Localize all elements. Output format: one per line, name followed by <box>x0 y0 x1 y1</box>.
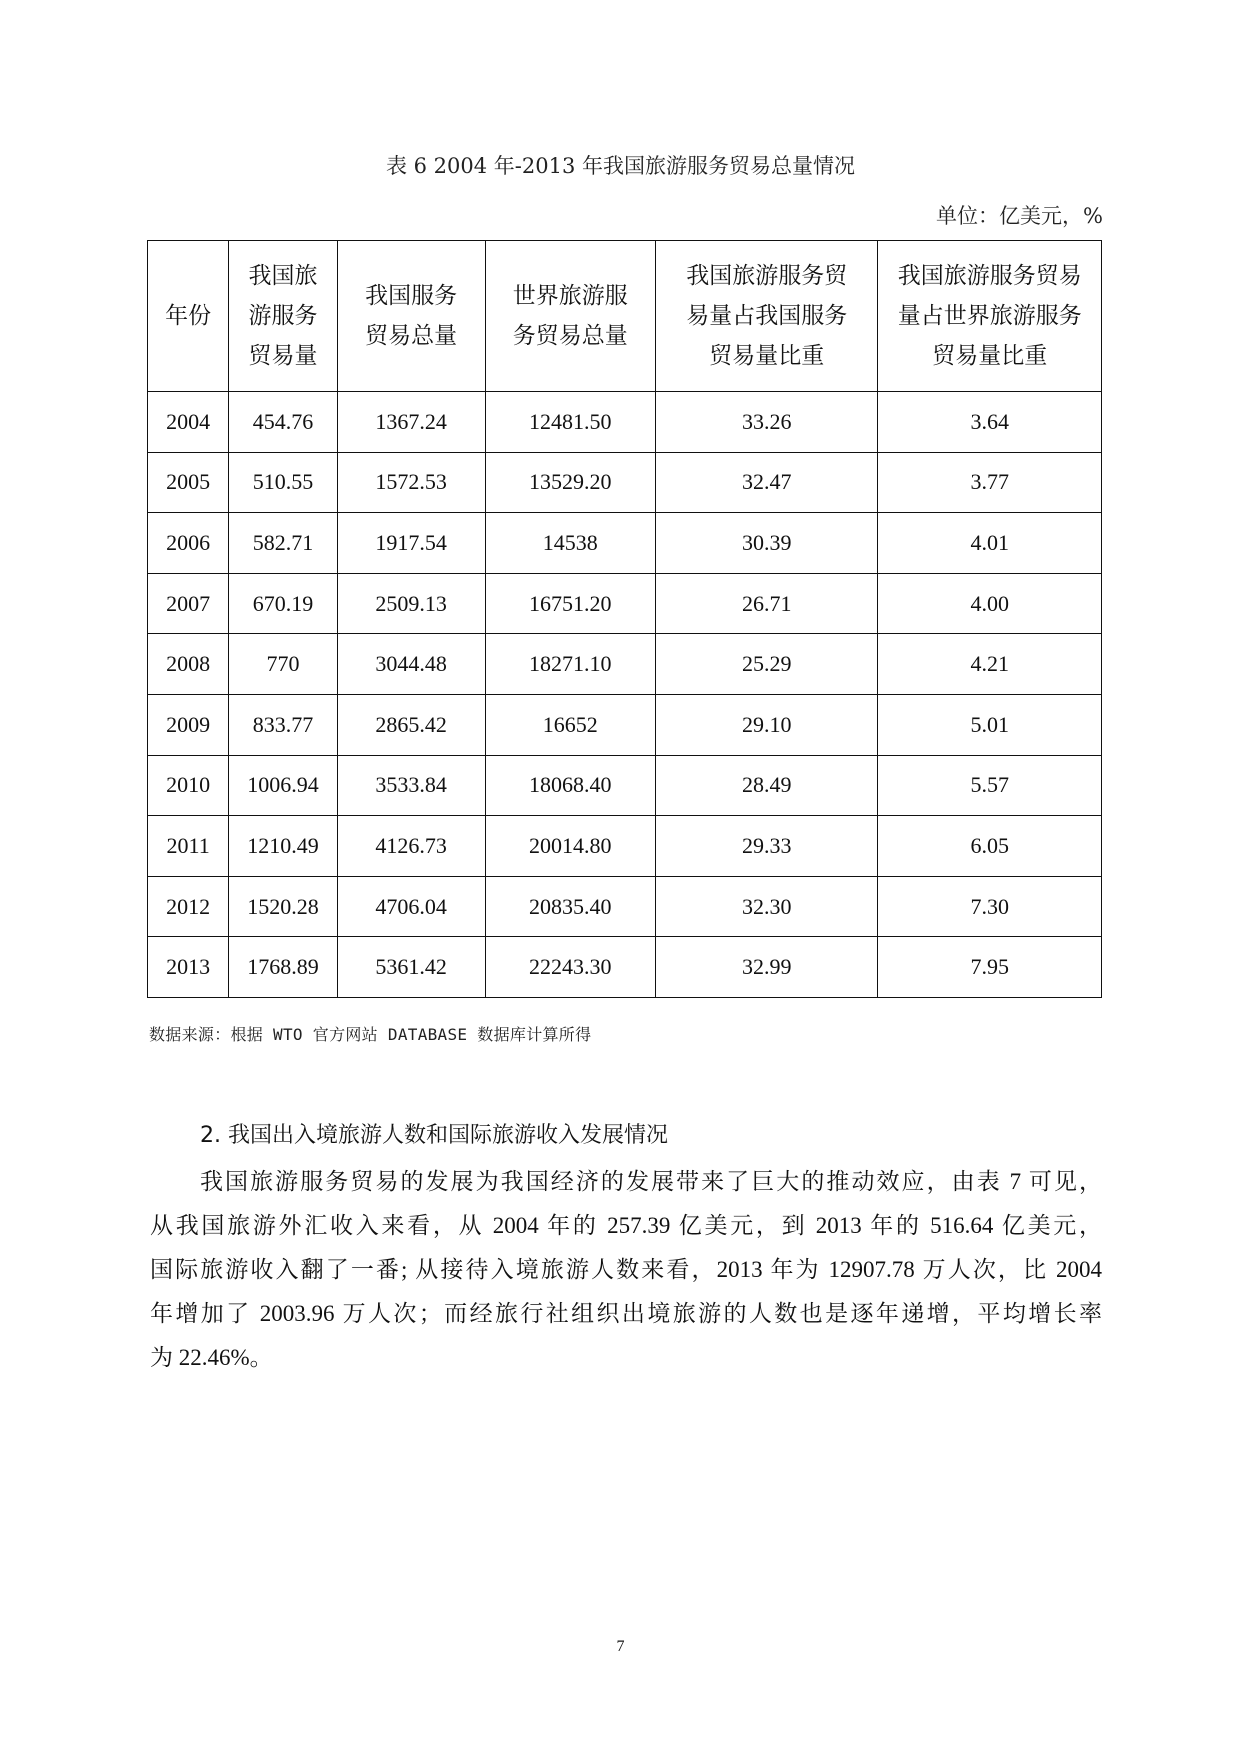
value-cell: 4706.04 <box>337 876 485 937</box>
year-cell: 2008 <box>148 634 229 695</box>
value-cell: 4.21 <box>878 634 1102 695</box>
year-cell: 2012 <box>148 876 229 937</box>
value-cell: 4.01 <box>878 513 1102 574</box>
value-cell: 33.26 <box>656 392 878 453</box>
value-cell: 29.33 <box>656 816 878 877</box>
value-cell: 2865.42 <box>337 694 485 755</box>
value-cell: 5.57 <box>878 755 1102 816</box>
year-cell: 2010 <box>148 755 229 816</box>
tourism-trade-table <box>147 240 1102 998</box>
paragraph-line: 为 22.46%。 <box>150 1345 273 1370</box>
value-cell: 16652 <box>485 694 655 755</box>
table-unit: 单位：亿美元，% <box>936 204 1103 228</box>
column-header-line: 贸易总量 <box>365 323 458 349</box>
table-row <box>148 755 1102 816</box>
value-cell: 454.76 <box>229 392 337 453</box>
value-cell: 7.30 <box>878 876 1102 937</box>
value-cell: 20835.40 <box>485 876 655 937</box>
table-header-row <box>148 241 1102 392</box>
paragraph-line: 从我国旅游外汇收入来看，从 2004 年的 257.39 亿美元，到 2013 年的 516.64 亿美元， <box>150 1213 1102 1238</box>
column-header-line: 易量占我国服务 <box>686 303 848 329</box>
paragraph-line: 年增加了 2003.96 万人次；而经旅行社组织出境旅游的人数也是逐年递增，平均增长率 <box>150 1301 1102 1326</box>
value-cell: 3.77 <box>878 452 1102 513</box>
value-cell: 3.64 <box>878 392 1102 453</box>
value-cell: 582.71 <box>229 513 337 574</box>
table-row <box>148 876 1102 937</box>
paragraph-line: 我国旅游服务贸易的发展为我国经济的发展带来了巨大的推动效应，由表 7 可见， <box>200 1169 1102 1194</box>
value-cell: 13529.20 <box>485 452 655 513</box>
table-row <box>148 392 1102 453</box>
table-row <box>148 513 1102 574</box>
value-cell: 5361.42 <box>337 937 485 998</box>
column-header-line: 我国旅游服务贸 <box>686 263 848 289</box>
value-cell: 510.55 <box>229 452 337 513</box>
value-cell: 6.05 <box>878 816 1102 877</box>
year-cell: 2004 <box>148 392 229 453</box>
value-cell: 20014.80 <box>485 816 655 877</box>
value-cell: 25.29 <box>656 634 878 695</box>
value-cell: 16751.20 <box>485 573 655 634</box>
table-caption: 表 6 2004 年-2013 年我国旅游服务贸易总量情况 <box>385 154 856 178</box>
table-row <box>148 937 1102 998</box>
data-source-note: 数据来源：根据 WTO 官方网站 DATABASE 数据库计算所得 <box>149 1025 592 1044</box>
table-body <box>148 392 1102 998</box>
value-cell: 1210.49 <box>229 816 337 877</box>
value-cell: 30.39 <box>656 513 878 574</box>
column-header <box>485 241 655 392</box>
value-cell: 5.01 <box>878 694 1102 755</box>
value-cell: 4.00 <box>878 573 1102 634</box>
section-heading: 2. 我国出入境旅游人数和国际旅游收入发展情况 <box>200 1123 668 1148</box>
value-cell: 1006.94 <box>229 755 337 816</box>
value-cell: 26.71 <box>656 573 878 634</box>
value-cell: 770 <box>229 634 337 695</box>
table-row <box>148 634 1102 695</box>
column-header-line: 世界旅游服 <box>512 283 628 309</box>
value-cell: 833.77 <box>229 694 337 755</box>
year-cell: 2013 <box>148 937 229 998</box>
table-row <box>148 816 1102 877</box>
value-cell: 7.95 <box>878 937 1102 998</box>
table-row <box>148 694 1102 755</box>
column-header-line: 游服务 <box>248 303 318 329</box>
year-cell: 2009 <box>148 694 229 755</box>
value-cell: 1367.24 <box>337 392 485 453</box>
value-cell: 32.30 <box>656 876 878 937</box>
value-cell: 2509.13 <box>337 573 485 634</box>
column-header <box>656 241 878 392</box>
value-cell: 22243.30 <box>485 937 655 998</box>
column-header <box>148 241 229 392</box>
value-cell: 3533.84 <box>337 755 485 816</box>
value-cell: 14538 <box>485 513 655 574</box>
body-paragraph <box>150 1160 1102 1380</box>
value-cell: 32.99 <box>656 937 878 998</box>
value-cell: 670.19 <box>229 573 337 634</box>
column-header <box>229 241 337 392</box>
page-number: 7 <box>616 1638 625 1655</box>
value-cell: 29.10 <box>656 694 878 755</box>
year-cell: 2005 <box>148 452 229 513</box>
value-cell: 32.47 <box>656 452 878 513</box>
year-cell: 2006 <box>148 513 229 574</box>
year-cell: 2007 <box>148 573 229 634</box>
column-header-line: 贸易量比重 <box>932 343 1048 369</box>
column-header-line: 我国旅 <box>248 263 318 289</box>
column-header <box>337 241 485 392</box>
column-header-line: 务贸易总量 <box>512 323 628 349</box>
column-header-line: 年份 <box>165 303 212 329</box>
paragraph-line: 国际旅游收入翻了一番; 从接待入境旅游人数来看，2013 年为 12907.78 万人次，比 2004 <box>150 1257 1102 1282</box>
value-cell: 4126.73 <box>337 816 485 877</box>
value-cell: 1768.89 <box>229 937 337 998</box>
value-cell: 18068.40 <box>485 755 655 816</box>
column-header-line: 我国旅游服务贸易 <box>897 263 1082 289</box>
value-cell: 1572.53 <box>337 452 485 513</box>
value-cell: 12481.50 <box>485 392 655 453</box>
table-row <box>148 573 1102 634</box>
column-header-line: 贸易量 <box>248 343 318 369</box>
value-cell: 1520.28 <box>229 876 337 937</box>
column-header-line: 我国服务 <box>365 283 458 309</box>
value-cell: 1917.54 <box>337 513 485 574</box>
column-header-line: 量占世界旅游服务 <box>897 303 1082 329</box>
value-cell: 28.49 <box>656 755 878 816</box>
year-cell: 2011 <box>148 816 229 877</box>
column-header-line: 贸易量比重 <box>709 343 825 369</box>
column-header <box>878 241 1102 392</box>
value-cell: 18271.10 <box>485 634 655 695</box>
table-row <box>148 452 1102 513</box>
value-cell: 3044.48 <box>337 634 485 695</box>
